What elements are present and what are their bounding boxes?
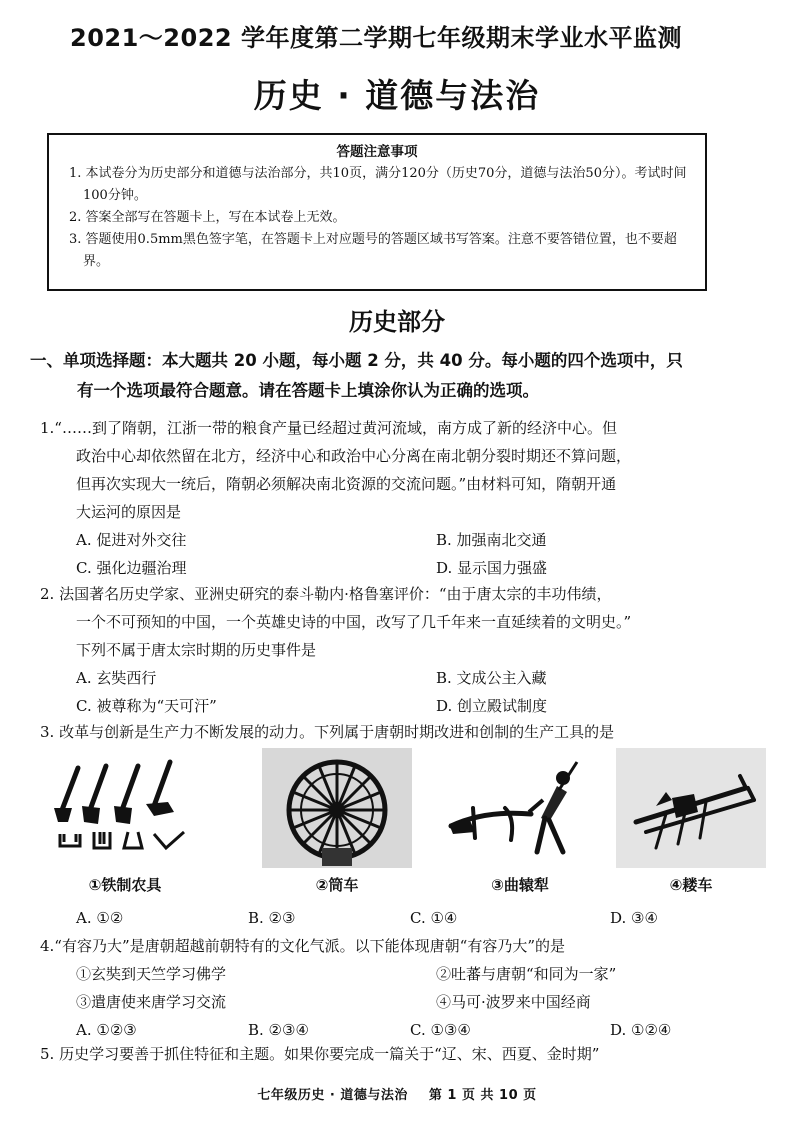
question-5 bbox=[40, 1040, 760, 1068]
option-a: A. 玄奘西行 bbox=[76, 669, 157, 687]
question-3 bbox=[40, 718, 760, 746]
options bbox=[40, 904, 760, 932]
question-text: 但再次实现大一统后，隋朝必须解决南北资源的交流问题。”由材料可知，隋朝开通 bbox=[76, 475, 617, 493]
tools-image-row bbox=[50, 748, 750, 898]
image-caption: ②筒车 bbox=[315, 876, 359, 894]
option-b: B. ②③ bbox=[248, 909, 296, 927]
footer-subject: 七年级历史 · 道德与法治 bbox=[257, 1088, 408, 1103]
option-a: A. ①② bbox=[76, 909, 124, 927]
image-seed-drill bbox=[616, 748, 766, 898]
question-text: 下列不属于唐太宗时期的历史事件是 bbox=[76, 641, 317, 659]
option-c: C. ①④ bbox=[410, 909, 458, 927]
option-c: C. 强化边疆治理 bbox=[76, 559, 187, 577]
statement-items bbox=[40, 960, 760, 1016]
instruction-line: 有一个选项最符合题意。请在答题卡上填涂你认为正确的选项。 bbox=[77, 381, 539, 400]
question-2 bbox=[40, 580, 760, 720]
options bbox=[40, 526, 760, 582]
footer-page-number: 第 1 页 共 10 页 bbox=[428, 1088, 537, 1103]
image-caption: ①铁制农具 bbox=[88, 876, 162, 894]
option-d: D. 显示国力强盛 bbox=[436, 559, 548, 577]
statement-item: ③遣唐使来唐学习交流 bbox=[76, 993, 227, 1011]
option-d: D. ①②④ bbox=[610, 1021, 672, 1039]
image-iron-tools bbox=[50, 748, 200, 898]
question-text: 2. 法国著名历史学家、亚洲史研究的泰斗勒内·格鲁塞评价：“由于唐太宗的丰功伟绩， bbox=[40, 585, 612, 603]
option-b: B. 加强南北交通 bbox=[436, 531, 547, 549]
iron-tools-icon bbox=[50, 748, 200, 868]
option-c: C. ①③④ bbox=[410, 1021, 471, 1039]
question-text: 5. 历史学习要善于抓住特征和主题。如果你要完成一篇关于“辽、宋、西夏、金时期” bbox=[40, 1045, 600, 1063]
statement-item: ④马可·波罗来中国经商 bbox=[436, 993, 591, 1011]
subject-title: 历史 · 道德与法治 bbox=[253, 76, 541, 115]
statement-item: ②吐蕃与唐朝“和同为一家” bbox=[436, 965, 617, 983]
section-instruction bbox=[30, 346, 760, 406]
option-a: A. 促进对外交往 bbox=[76, 531, 187, 549]
notice-item: 2. 答案全部写在答题卡上，写在本试卷上无效。 bbox=[69, 210, 346, 225]
notice-box bbox=[47, 133, 707, 291]
question-text: 政治中心却依然留在北方，经济中心和政治中心分离在南北朝分裂时期还不算问题， bbox=[76, 447, 632, 465]
question-1 bbox=[40, 414, 760, 582]
statement-item: ①玄奘到天竺学习佛学 bbox=[76, 965, 227, 983]
option-d: D. 创立殿试制度 bbox=[436, 697, 548, 715]
options bbox=[40, 664, 760, 720]
curved-plough-icon bbox=[445, 748, 595, 868]
option-a: A. ①②③ bbox=[76, 1021, 137, 1039]
image-water-wheel bbox=[262, 748, 412, 898]
instruction-line: 一、单项选择题：本大题共 20 小题，每小题 2 分，共 40 分。每小题的四个选项中，只 bbox=[30, 351, 683, 370]
image-caption: ③曲辕犁 bbox=[491, 876, 549, 894]
notice-item: 3. 答题使用0.5mm黑色签字笔，在答题卡上对应题号的答题区域书写答案。注意不要答错位置，也不要超界。 bbox=[69, 232, 677, 269]
notice-title: 答题注意事项 bbox=[336, 144, 418, 160]
question-text: 1.“……到了隋朝，江浙一带的粮食产量已经超过黄河流域，南方成了新的经济中心。但 bbox=[40, 419, 617, 437]
question-text: 大运河的原因是 bbox=[76, 503, 182, 521]
seed-drill-icon bbox=[616, 748, 766, 868]
question-text: 4.“有容乃大”是唐朝超越前朝特有的文化气派。以下能体现唐朝“有容乃大”的是 bbox=[40, 937, 565, 955]
question-4 bbox=[40, 932, 760, 1044]
exam-title: 2021～2022 学年度第二学期七年级期末学业水平监测 bbox=[70, 24, 682, 52]
water-wheel-icon bbox=[262, 748, 412, 868]
image-caption: ④耧车 bbox=[669, 876, 713, 894]
option-b: B. 文成公主入藏 bbox=[436, 669, 547, 687]
page-footer bbox=[0, 1084, 794, 1103]
question-text: 3. 改革与创新是生产力不断发展的动力。下列属于唐朝时期改进和创制的生产工具的是 bbox=[40, 723, 615, 741]
notice-item: 1. 本试卷分为历史部分和道德与法治部分，共10页，满分120分（历史70分，道德与法治50分）。考试时间100分钟。 bbox=[69, 166, 687, 203]
option-c: C. 被尊称为“天可汗” bbox=[76, 697, 217, 715]
section-title: 历史部分 bbox=[349, 308, 445, 336]
option-b: B. ②③④ bbox=[248, 1021, 309, 1039]
image-curved-plough bbox=[445, 748, 595, 898]
question-3-options bbox=[40, 904, 760, 932]
question-text: 一个不可预知的中国，一个英雄史诗的中国，改写了几千年来一直延续着的文明史。” bbox=[76, 613, 632, 631]
option-d: D. ③④ bbox=[610, 909, 658, 927]
